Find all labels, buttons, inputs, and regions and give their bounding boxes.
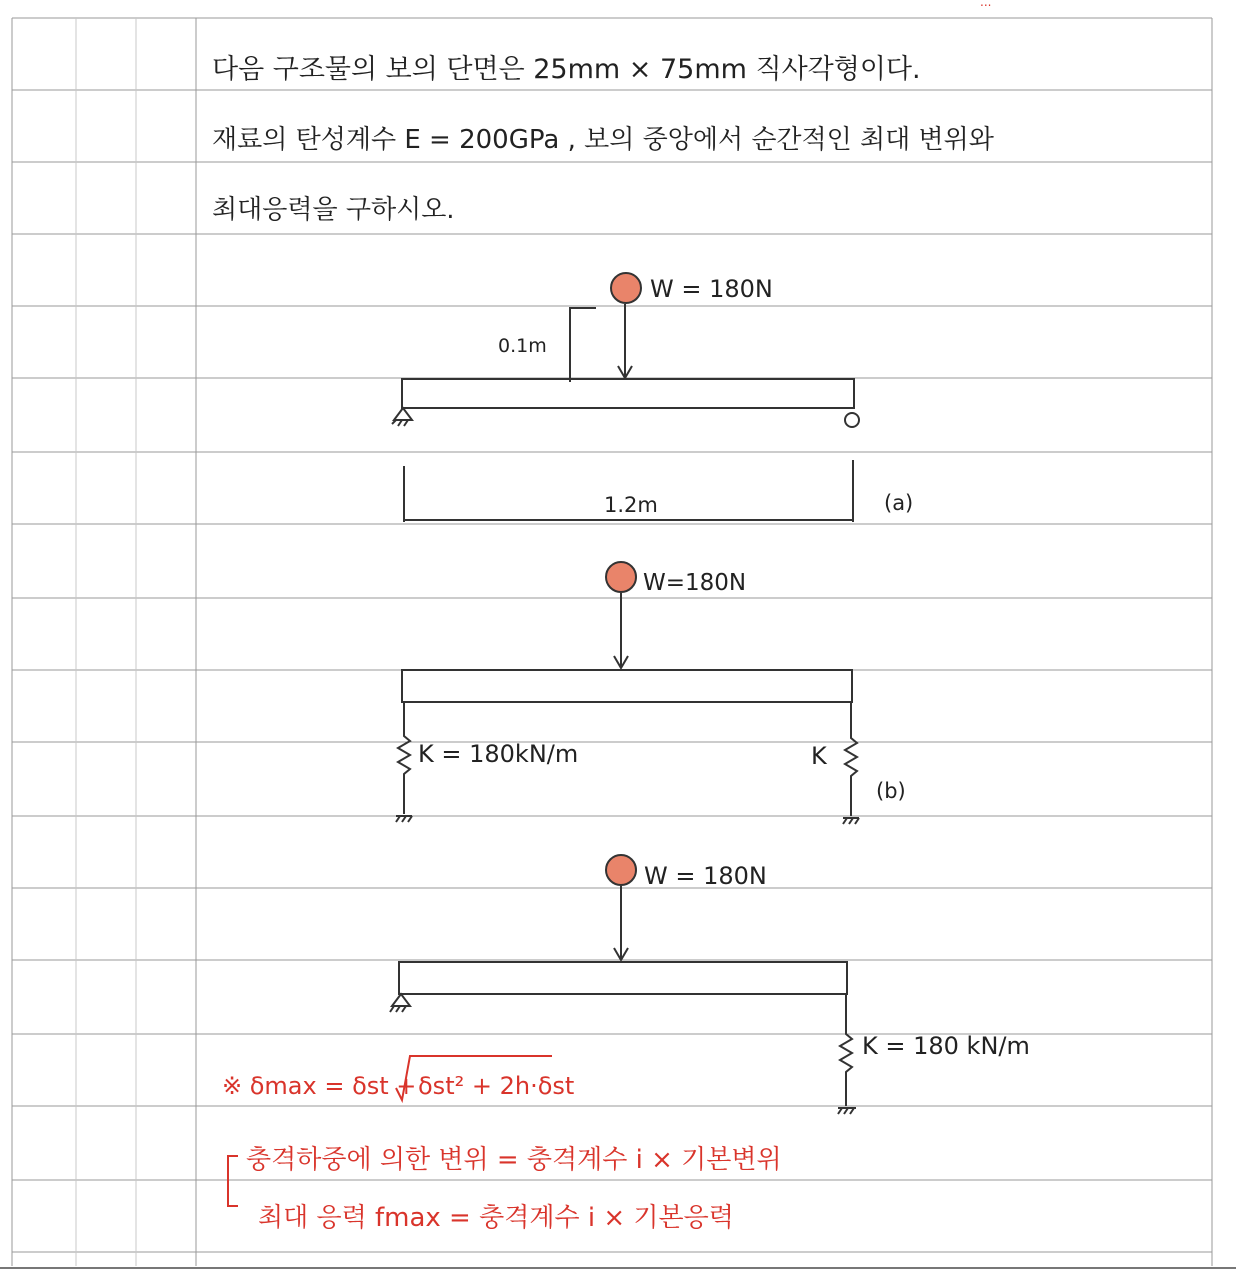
spring-left-b: [398, 702, 410, 814]
formula-root: δst² + 2h·δst: [418, 1072, 575, 1100]
roller-support-a: [845, 413, 859, 427]
figure-b: [396, 562, 906, 824]
weight-ball-b: [606, 562, 636, 592]
header-snippet: ...: [980, 0, 992, 9]
weight-ball-c: [606, 855, 636, 885]
weight-label-a: W = 180N: [650, 275, 773, 303]
weight-ball-a: [611, 273, 641, 303]
note-line-2: 최대 응력 fmax = 충격계수 i × 기본응력: [258, 1203, 734, 1233]
beam-b: [402, 670, 852, 702]
pin-support-a: [394, 408, 412, 420]
ruled-lines: [12, 18, 1212, 1266]
beam-a: [402, 379, 854, 408]
spring-label-left-b: K = 180kN/m: [418, 740, 579, 768]
weight-label-c: W = 180N: [644, 862, 767, 890]
spring-label-c: K = 180 kN/m: [862, 1032, 1030, 1060]
span-label: 1.2m: [604, 493, 658, 517]
note-bracket: [228, 1156, 238, 1206]
spring-label-right-b: K: [811, 742, 827, 770]
pin-support-c: [392, 994, 410, 1006]
note-line-1: 충격하중에 의한 변위 = 충격계수 i × 기본변위: [246, 1145, 782, 1175]
figure-tag-b: (b): [876, 779, 906, 803]
drop-height-label: 0.1m: [498, 335, 547, 357]
weight-label-b: W=180N: [643, 570, 747, 596]
figure-a: [392, 273, 913, 522]
spring-right-b: [845, 702, 857, 816]
figure-tag-a: (a): [884, 491, 914, 515]
red-notes: [222, 1056, 782, 1233]
drop-height-marker: [570, 308, 596, 382]
problem-line-1: 다음 구조물의 보의 단면은 25mm × 75mm 직사각형이다.: [212, 54, 921, 85]
spring-c: [840, 994, 852, 1106]
problem-line-2: 재료의 탄성계수 E = 200GPa , 보의 중앙에서 순간적인 최대 변위와: [212, 125, 994, 155]
beam-c: [399, 962, 847, 994]
formula-prefix: ※ δmax = δst +: [222, 1072, 417, 1100]
problem-line-3: 최대응력을 구하시오.: [212, 195, 455, 225]
